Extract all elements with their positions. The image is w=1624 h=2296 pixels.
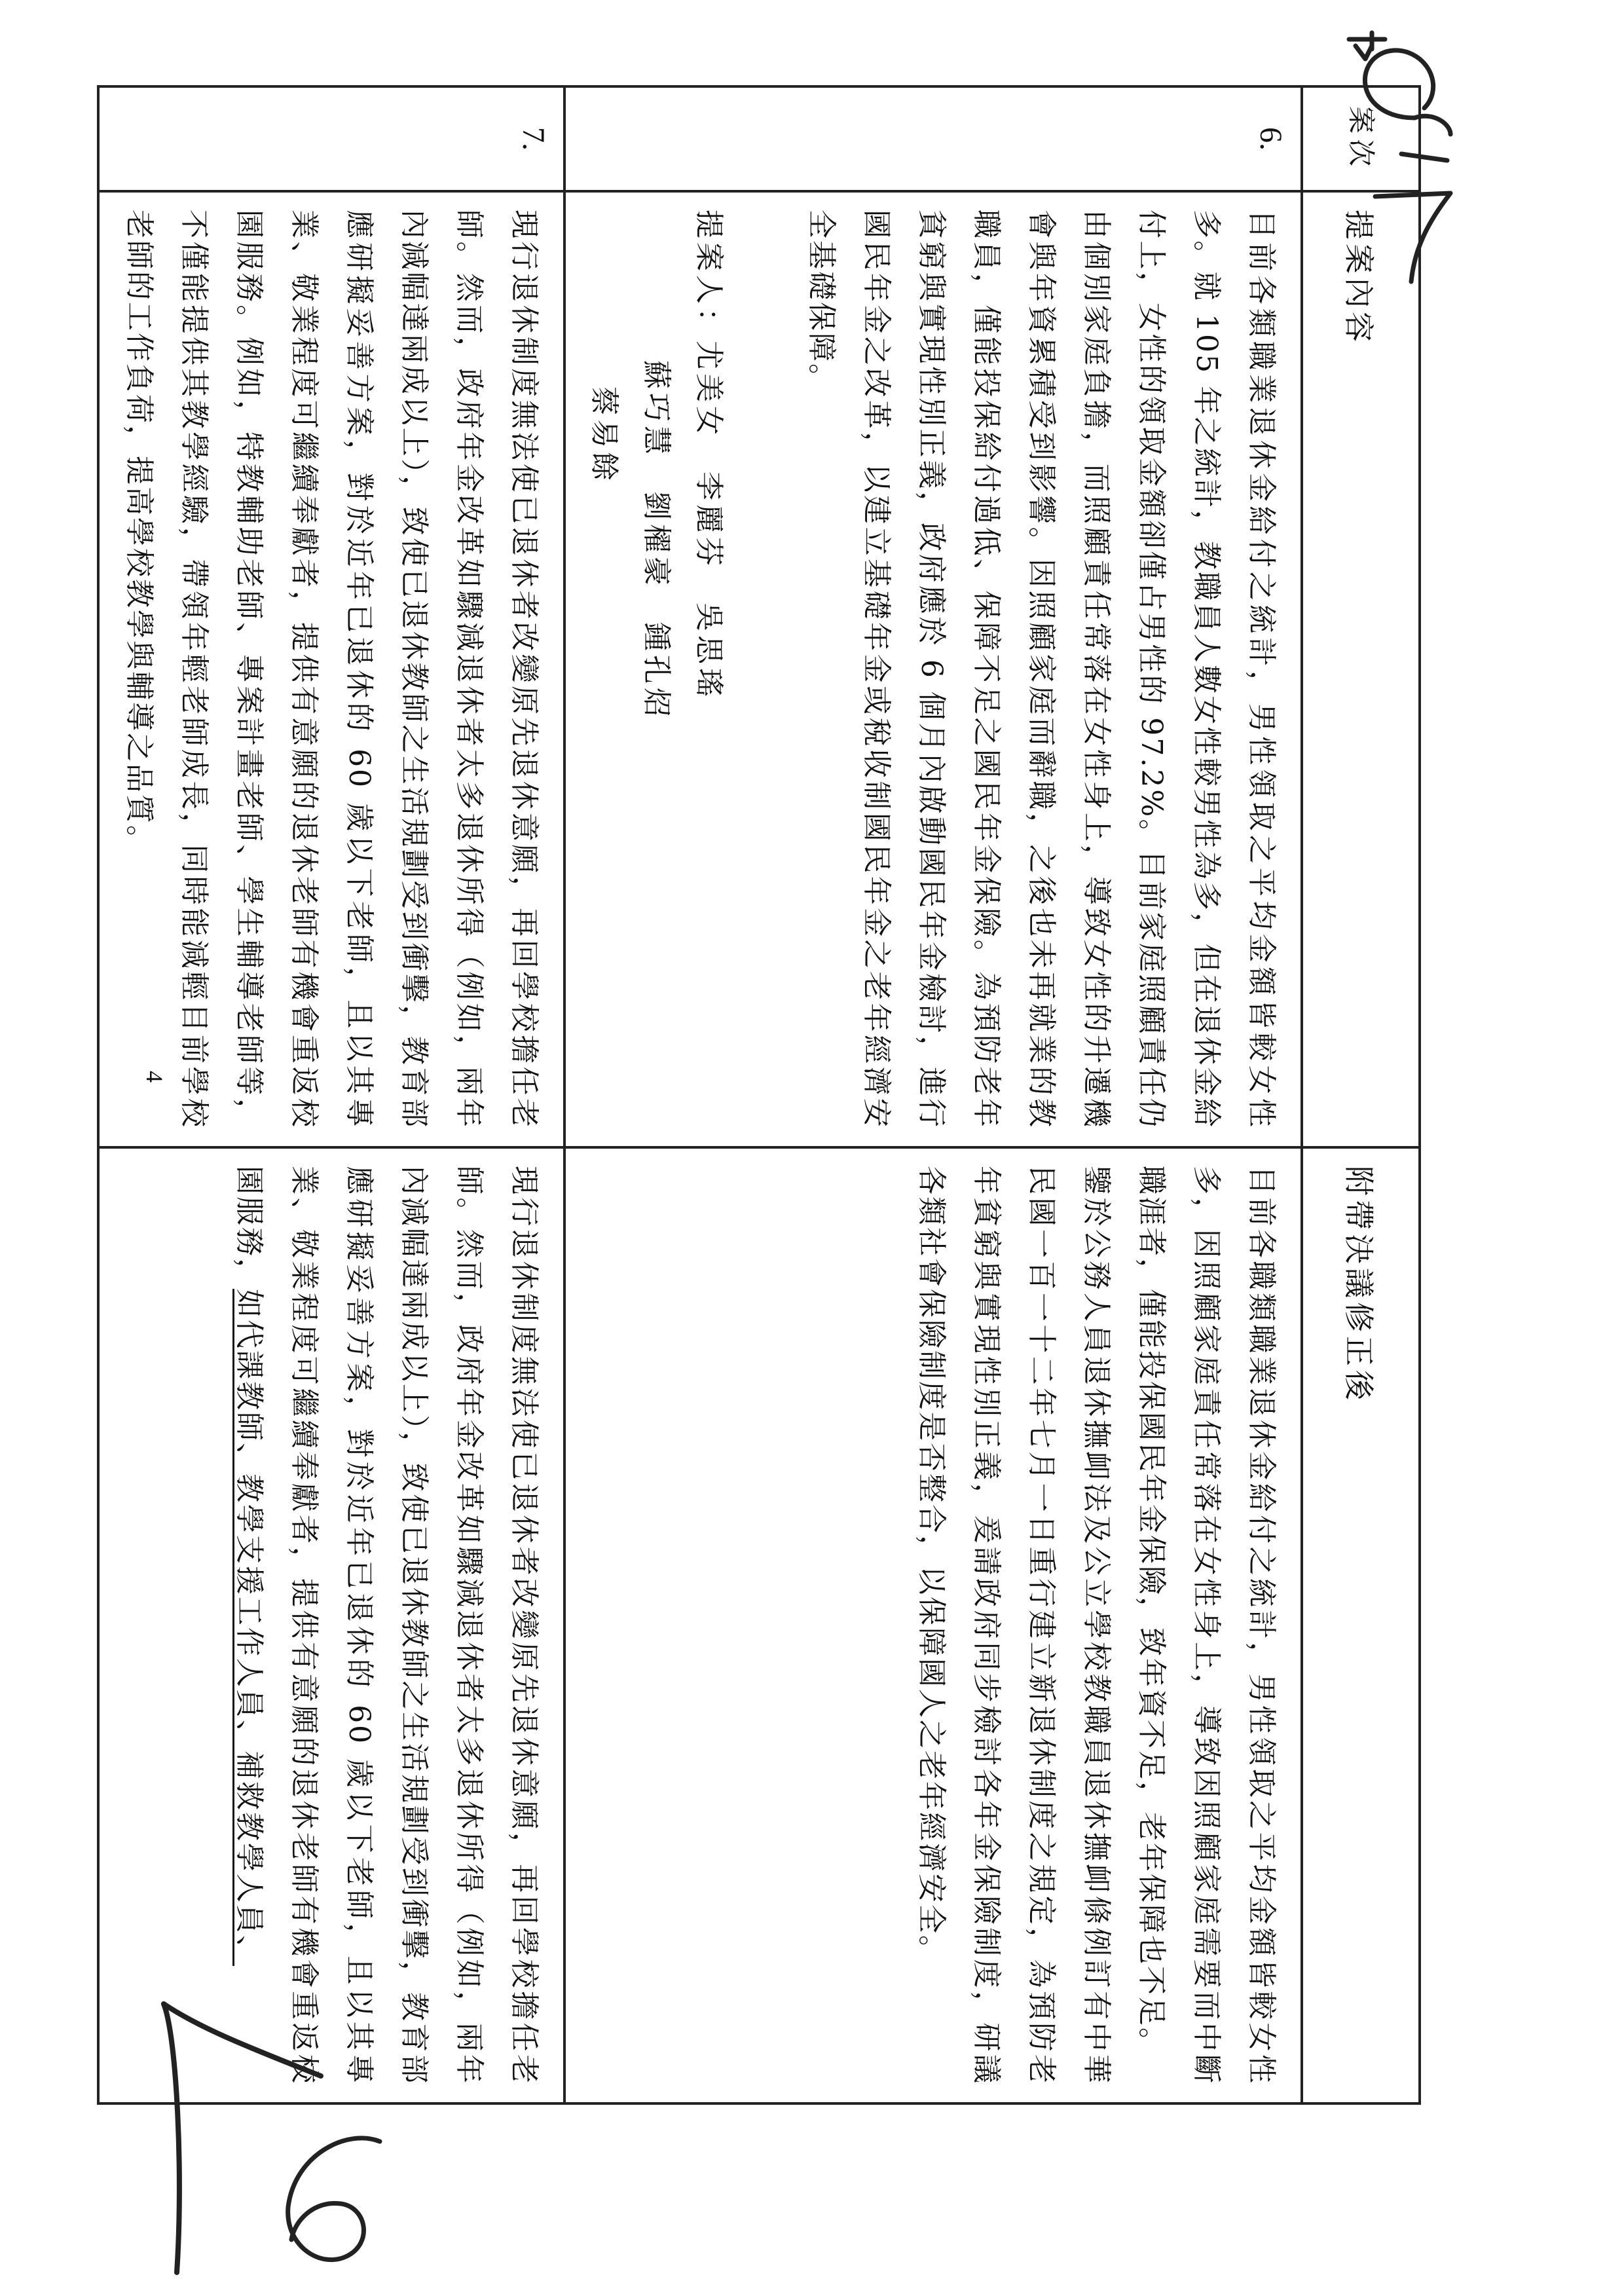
revision-paragraph [221,1166,551,2085]
revision-underlined-text: 如代課教師、教學支援工作人員、補救教學人員、 [232,1289,266,1966]
revision-cell [564,1147,1302,2103]
proposal-text: 目前各類職業退休金給付之統計，男性領取之平均金額皆較女性多。就 105 年之統計，教職員人數女性較男性為多，但在退休金給付上，女性的領取金額卻僅占男性的 97.2%。目前家庭照顧責任仍由個別家庭負擔，而照顧責任常落在女性身上，導致女性的升遷機會與年資累積受到影響。因照顧家庭而辭職，之後也未再就業的教職員，僅能投保給付過低、保障不足之國民年金保險。為預防老年貧窮與實現性別正義，政府應於 6 個月內啟動國民年金檢討，進行國民年金之改革，以建立基礎年金或稅收制國民年金之老年經濟安全基礎保障。 [805,210,1278,1129]
header-proposal-content: 提案內容 [1302,191,1420,1147]
revision-paragraph: 鑒於公務人員退休撫卹法及公立學校教職員退休撫卹條例訂有中華民國一百一十二年七月一日重行建立新退休制度之規定，為預防老年貧窮與實現性別正義，爰請政府同步檢討各年金保險制度，研議各類社會保險制度是否整合，以保障國人之老年經濟安全。 [915,1166,1113,2085]
case-number: 6. [564,86,1302,191]
proposers-label: 提案人： [692,210,726,341]
revision-text: 現行退休制度無法使已退休者改變原先退休意願，再回學校擔任老師。然而，政府年金改革如驟減退休者太多退休所得（例如，兩年內減幅達兩成以上），致使已退休教師之生活規劃受到衝擊，教育部應研擬妥善方案，對於近年已退休的 60 歲以下老師，且以其專業、敬業程度可繼續奉獻者，提供有意願的退休老師有機會重返校園服務， [232,1166,541,2085]
revision-cell [98,1147,564,2103]
proposers-block [578,210,735,1129]
handwritten-6-7-mark [1336,20,1493,295]
table-row [564,86,1302,2103]
proposers-line: 蘇巧慧 劉櫂豪 鍾孔炤 [640,360,673,720]
handwritten-7-mark [138,1978,334,2286]
page-number: 4 [141,1071,168,1083]
table-row [98,86,564,2103]
case-number: 7. [98,86,564,191]
proposal-content-cell [564,191,1302,1147]
proposal-text: 現行退休制度無法使已退休者改變原先退休意願，再回學校擔任老師。然而，政府年金改革如驟減退休者太多退休所得（例如，兩年內減幅達兩成以上），致使已退休教師之生活規劃受到衝擊，教育部應研擬妥善方案，對於近年已退休的 60 歲以下老師，且以其專業、敬業程度可繼續奉獻者，提供有意願的退休老師有機會重返校園服務。例如，特教輔助老師、專案計畫老師、學生輔導老師等，不僅能提供其教學經驗，帶領年輕老師成長，同時能減輕目前學校老師的工作負荷，提高學校教學與輔導之品質。 [122,210,541,1129]
proposers-line: 蔡易餘 [587,386,621,485]
rotated-document-page [122,85,1421,2102]
proposal-content-cell [98,191,564,1147]
proposal-table [97,85,1421,2105]
header-revision: 附帶決議修正後 [1302,1147,1420,2103]
proposers-line: 尤美女 李麗芬 吳思瑤 [692,341,726,701]
revision-paragraph: 目前各職類職業退休金給付之統計，男性領取之平均金額皆較女性多，因照顧家庭責任常落在女性身上，導致因照顧家庭需要而中斷職涯者，僅能投保國民年金保險，致年資不足，老年保障也不足。 [1135,1166,1278,2085]
header-case-no: 案次 [1302,86,1420,191]
table-header-row [1302,86,1420,2103]
